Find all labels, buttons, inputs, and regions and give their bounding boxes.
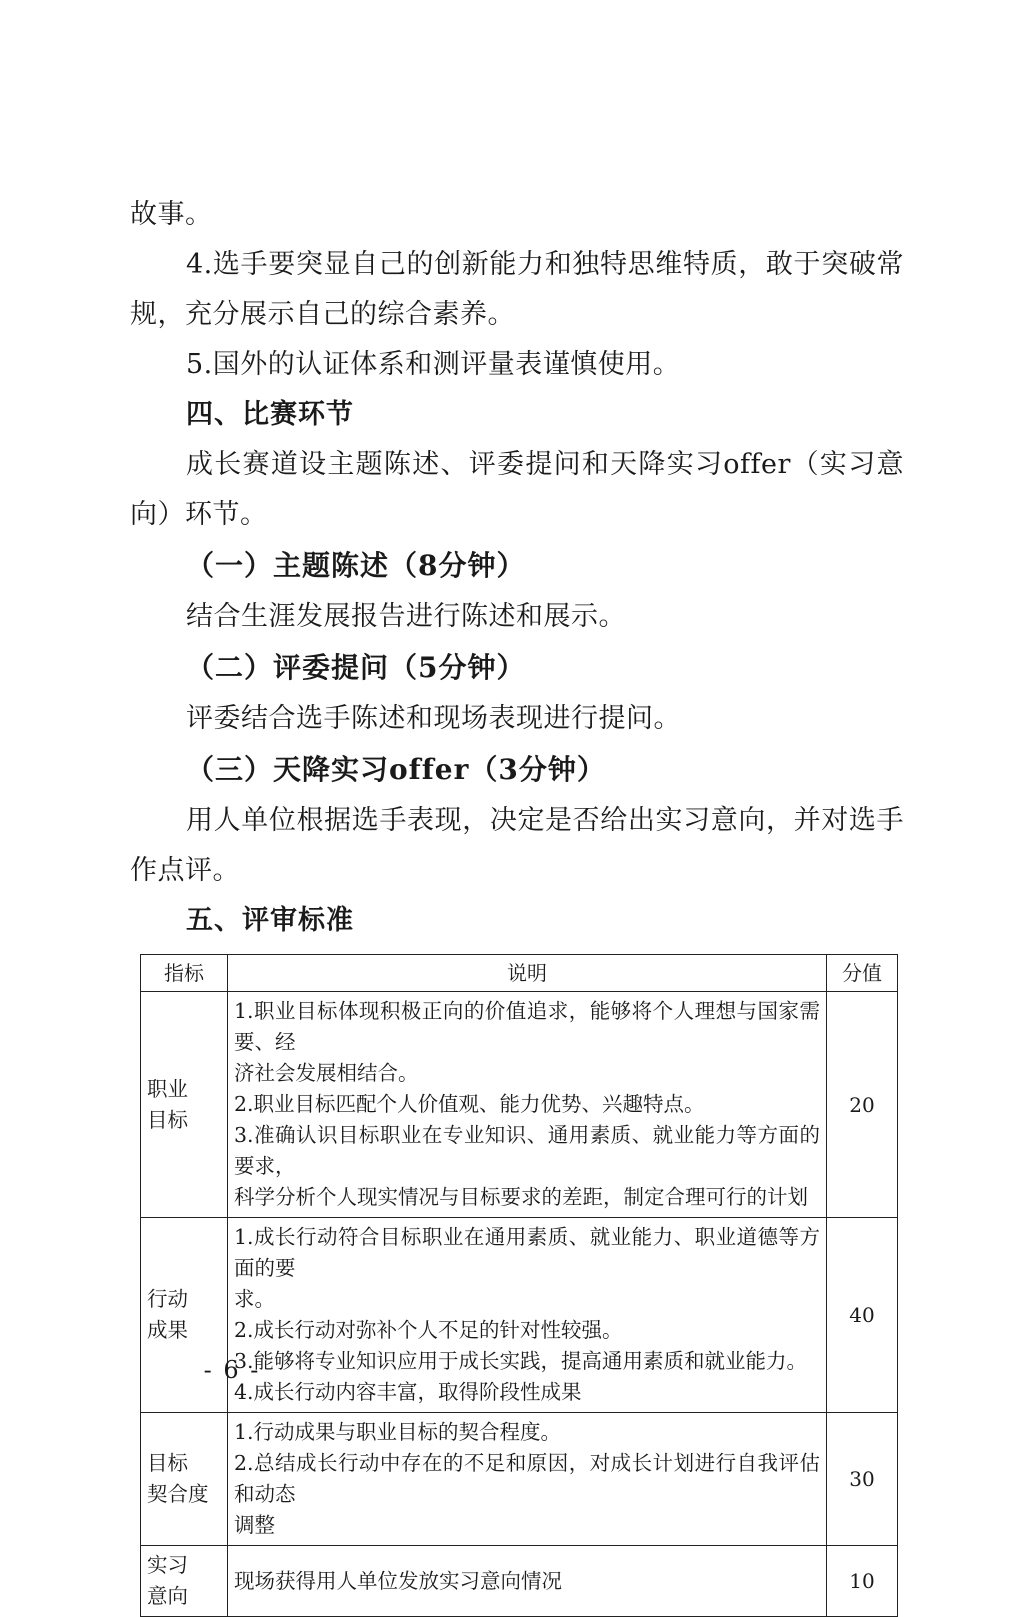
index-line: 职业 bbox=[147, 1076, 188, 1101]
description-line: 1.行动成果与职业目标的契合程度。 bbox=[234, 1420, 562, 1444]
table-row bbox=[141, 1413, 898, 1546]
description-line: 4.成长行动内容丰富，取得阶段性成果 bbox=[234, 1380, 582, 1404]
description-line: 1.职业目标体现积极正向的价值追求，能够将个人理想与国家需要、经 bbox=[234, 999, 820, 1054]
paragraph-topic-statement: 结合生涯发展报告进行陈述和展示。 bbox=[186, 601, 626, 632]
description-line: 2.成长行动对弥补个人不足的针对性较强。 bbox=[234, 1318, 623, 1342]
row-score-cell: 40 bbox=[827, 1218, 898, 1413]
row-score-cell: 10 bbox=[827, 1546, 898, 1617]
subheading-internship-offer: （三）天降实习offer（3分钟） bbox=[186, 753, 606, 786]
row-description-cell bbox=[228, 1413, 827, 1546]
table-header-row bbox=[141, 955, 898, 992]
heading-section-four: 四、比赛环节 bbox=[186, 399, 354, 430]
table-header-index: 指标 bbox=[141, 955, 228, 992]
paragraph-judge-question: 评委结合选手陈述和现场表现进行提问。 bbox=[186, 703, 681, 734]
paragraph-item-5: 5.国外的认证体系和测评量表谨慎使用。 bbox=[186, 349, 681, 380]
table-row bbox=[141, 1546, 898, 1617]
heading-section-five: 五、评审标准 bbox=[186, 905, 354, 936]
index-line: 行动 bbox=[147, 1287, 188, 1311]
paragraph-story: 故事。 bbox=[130, 199, 213, 230]
description-line: 3.准确认识目标职业在专业知识、通用素质、就业能力等方面的要求， bbox=[234, 1123, 820, 1178]
row-description-cell bbox=[228, 1546, 827, 1617]
paragraph-internship-offer: 用人单位根据选手表现，决定是否给出实习意向，并对选手作点评。 bbox=[130, 805, 904, 886]
row-score-cell: 20 bbox=[827, 992, 898, 1218]
table-header-description: 说明 bbox=[228, 955, 827, 992]
scoring-table-wrapper bbox=[130, 954, 904, 1617]
index-line: 契合度 bbox=[147, 1482, 209, 1506]
index-line: 目标 bbox=[147, 1107, 188, 1132]
table-header-score: 分值 bbox=[827, 955, 898, 992]
index-line: 目标 bbox=[147, 1451, 188, 1475]
subheading-judge-question: （二）评委提问（5分钟） bbox=[186, 651, 526, 684]
description-line: 现场获得用人单位发放实习意向情况 bbox=[234, 1568, 562, 1593]
row-description-cell bbox=[228, 992, 827, 1218]
row-index-cell bbox=[141, 1413, 228, 1546]
description-line: 科学分析个人现实情况与目标要求的差距，制定合理可行的计划 bbox=[234, 1185, 808, 1209]
row-index-cell bbox=[141, 1546, 228, 1617]
index-line: 实习 bbox=[147, 1553, 188, 1577]
description-line: 2.职业目标匹配个人价值观、能力优势、兴趣特点。 bbox=[234, 1092, 705, 1116]
page-number-text: - 6 - bbox=[203, 1356, 261, 1384]
description-line: 求。 bbox=[234, 1287, 275, 1311]
description-line: 1.成长行动符合目标职业在通用素质、就业能力、职业道德等方面的要 bbox=[234, 1225, 820, 1280]
row-index-cell bbox=[141, 992, 228, 1218]
description-line: 2.总结成长行动中存在的不足和原因，对成长计划进行自我评估和动态 bbox=[234, 1451, 820, 1506]
page-number bbox=[0, 1356, 1024, 1384]
paragraph-track-intro: 成长赛道设主题陈述、评委提问和天降实习offer（实习意向）环节。 bbox=[130, 449, 904, 530]
row-score-cell: 30 bbox=[827, 1413, 898, 1546]
index-line: 意向 bbox=[147, 1584, 188, 1608]
table-row bbox=[141, 992, 898, 1218]
description-line: 3.能够将专业知识应用于成长实践，提高通用素质和就业能力。 bbox=[234, 1349, 808, 1373]
scoring-criteria-table bbox=[140, 954, 898, 1617]
subheading-topic-statement: （一）主题陈述（8分钟） bbox=[186, 549, 526, 582]
description-line: 济社会发展相结合。 bbox=[234, 1061, 419, 1085]
index-line: 成果 bbox=[147, 1318, 188, 1342]
description-line: 调整 bbox=[234, 1513, 275, 1537]
table-body bbox=[141, 992, 898, 1617]
paragraph-item-4: 4.选手要突显自己的创新能力和独特思维特质，敢于突破常规，充分展示自己的综合素养。 bbox=[130, 249, 904, 330]
